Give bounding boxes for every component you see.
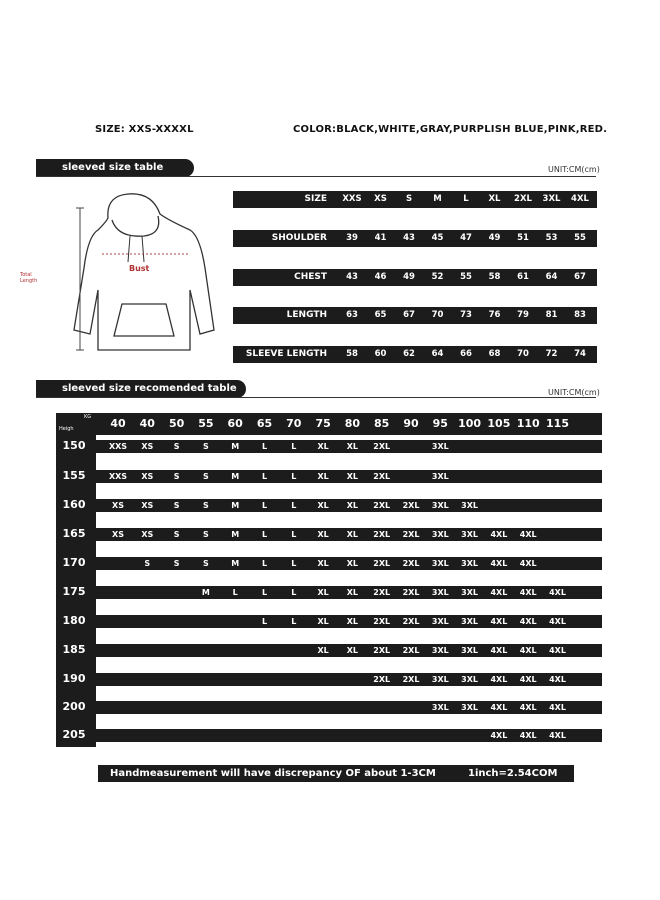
recommend-cell: XL — [317, 559, 329, 568]
recommend-cell: XL — [346, 530, 359, 539]
inch-conversion-note: 1inch=2.54COM — [468, 768, 558, 779]
recommend-cell: S — [203, 530, 209, 539]
weight-header-cell: 95 — [432, 417, 448, 430]
total-length-label: Total Length — [20, 272, 38, 284]
size-table-row — [233, 269, 597, 286]
height-label: 155 — [62, 469, 86, 482]
recommend-cell: M — [231, 559, 240, 568]
recommend-cell: 4XL — [549, 675, 566, 684]
recommend-cell: 2XL — [373, 646, 391, 655]
size-table-cell: 53 — [545, 233, 558, 243]
recommend-cell: 2XL — [373, 501, 391, 510]
size-row-label: SIZE — [304, 194, 327, 204]
size-table-cell: 4XL — [571, 194, 589, 204]
recommend-cell: 4XL — [490, 675, 508, 684]
size-table-cell: 70 — [517, 349, 529, 359]
recommend-cell: 3XL — [461, 559, 479, 568]
size-table-cell: 61 — [517, 272, 529, 282]
size-table-cell: 55 — [574, 233, 586, 243]
section-divider — [36, 176, 596, 177]
recommend-cell: 2XL — [402, 617, 420, 626]
size-table-cell: 67 — [574, 272, 586, 282]
size-table-row — [233, 191, 597, 208]
height-label: 165 — [62, 527, 86, 540]
recommend-cell: 3XL — [431, 588, 449, 597]
recommend-cell: 4XL — [490, 703, 508, 712]
size-table-cell: 39 — [346, 233, 358, 243]
height-label: 190 — [62, 672, 86, 685]
size-table-title: sleeved size table — [36, 159, 194, 177]
recommend-cell: L — [261, 559, 268, 568]
recommend-cell: S — [203, 472, 209, 481]
size-table-cell: 58 — [346, 349, 358, 359]
recommend-cell: 2XL — [373, 559, 391, 568]
recommend-cell: XL — [317, 588, 329, 597]
recommend-cell: 2XL — [373, 617, 391, 626]
recommend-cell: XL — [346, 442, 359, 451]
recommend-cell: 4XL — [490, 588, 508, 597]
recommend-cell: 2XL — [402, 559, 420, 568]
height-label: 200 — [62, 700, 86, 713]
recommend-cell: 3XL — [461, 675, 479, 684]
recommend-row — [96, 701, 602, 714]
recommend-cell: 2XL — [402, 675, 420, 684]
size-table-cell: 3XL — [542, 194, 561, 204]
size-row-label: SHOULDER — [271, 233, 327, 243]
size-table-cell: 67 — [403, 310, 415, 320]
size-table-cell: 68 — [488, 349, 501, 359]
size-table-cell: 72 — [545, 349, 558, 359]
recommend-cell: 4XL — [519, 703, 537, 712]
recommend-cell: M — [231, 472, 240, 481]
recommend-cell: 3XL — [431, 703, 449, 712]
size-table-row — [233, 230, 597, 247]
size-table-cell: 79 — [517, 310, 529, 320]
recommend-cell: 4XL — [519, 646, 537, 655]
recommend-cell: 4XL — [549, 646, 566, 655]
recommend-row — [96, 673, 602, 686]
hoodie-illustration — [40, 190, 230, 365]
weight-header-cell: 115 — [546, 417, 569, 430]
recommend-cell: L — [291, 472, 297, 481]
weight-header-cell: 75 — [315, 417, 331, 430]
size-table-cell: 46 — [374, 272, 387, 282]
recommend-cell: 3XL — [431, 646, 449, 655]
size-table-cell: 43 — [403, 233, 415, 243]
size-table-cell: 73 — [460, 310, 472, 320]
size-table-cell: 49 — [488, 233, 501, 243]
size-table-unit: UNIT:CM(cm) — [548, 165, 600, 174]
recommend-cell: S — [144, 559, 151, 568]
recommend-cell: S — [173, 472, 180, 481]
recommend-cell: 3XL — [431, 530, 449, 539]
size-table-cell: 81 — [545, 310, 558, 320]
weight-header-cell: 100 — [458, 417, 482, 430]
recommend-cell: M — [231, 501, 240, 510]
recommend-cell: S — [203, 442, 209, 451]
size-table-cell: 47 — [460, 233, 472, 243]
recommend-cell: XL — [346, 472, 359, 481]
weight-header-cell: 80 — [344, 417, 361, 430]
height-label: 150 — [62, 439, 86, 452]
size-table-cell: 63 — [346, 310, 358, 320]
height-corner-label: Heigh — [59, 426, 74, 432]
recommend-cell: 3XL — [431, 559, 449, 568]
weight-header-cell: 70 — [286, 417, 302, 430]
discrepancy-note: Handmeasurement will have discrepancy OF about 1-3CM — [110, 768, 436, 779]
weight-header-cell: 40 — [139, 417, 155, 430]
recommend-cell: XL — [317, 501, 329, 510]
recommend-cell: 4XL — [519, 588, 537, 597]
recommend-cell: S — [173, 530, 180, 539]
recommend-cell: 2XL — [402, 530, 420, 539]
size-table-cell: 66 — [460, 349, 472, 359]
size-table-cell: 60 — [374, 349, 387, 359]
recommend-cell: L — [261, 501, 268, 510]
size-table-cell: XS — [374, 194, 387, 204]
recommend-cell: L — [291, 559, 297, 568]
weight-header-cell: 110 — [516, 417, 540, 430]
recommend-cell: 4XL — [490, 617, 508, 626]
recommend-cell: XS — [141, 472, 154, 481]
recommend-cell: 4XL — [490, 646, 508, 655]
recommend-cell: 3XL — [461, 703, 479, 712]
recommend-cell: XS — [112, 501, 124, 510]
recommend-cell: XL — [346, 588, 359, 597]
recommend-cell: L — [232, 588, 238, 597]
size-table-row — [233, 346, 597, 363]
recommend-row — [96, 644, 602, 657]
size-table-cell: 41 — [374, 233, 387, 243]
recommend-cell: 4XL — [519, 559, 537, 568]
recommend-cell: L — [291, 588, 297, 597]
recommend-cell: L — [261, 530, 268, 539]
recommend-cell: 2XL — [373, 442, 391, 451]
height-label: 185 — [62, 643, 86, 656]
weight-header-cell: 105 — [487, 417, 511, 430]
size-table-cell: 76 — [488, 310, 501, 320]
recommend-cell: S — [173, 559, 180, 568]
recommend-row — [96, 499, 602, 512]
recommend-cell: 2XL — [373, 588, 391, 597]
size-table-row — [233, 307, 597, 324]
recommend-cell: 3XL — [431, 442, 449, 451]
recommend-cell: 4XL — [549, 731, 566, 740]
recommend-cell: 3XL — [431, 501, 449, 510]
recommend-cell: L — [261, 617, 268, 626]
size-table-cell: 62 — [403, 349, 415, 359]
size-row-label: LENGTH — [286, 310, 327, 320]
size-table-cell: M — [433, 194, 442, 204]
size-table-cell: L — [463, 194, 469, 204]
size-range-text: SIZE: XXS-XXXXL — [95, 124, 194, 135]
recommend-cell: 4XL — [549, 588, 566, 597]
recommend-table-unit: UNIT:CM(cm) — [548, 388, 600, 397]
size-table-cell: S — [405, 194, 413, 204]
recommend-cell: L — [261, 442, 268, 451]
recommend-cell: 2XL — [402, 588, 420, 597]
recommend-cell: L — [261, 472, 268, 481]
recommend-cell: 2XL — [402, 501, 420, 510]
size-table-cell: 65 — [374, 310, 387, 320]
size-table-cell: 64 — [431, 349, 444, 359]
recommend-row — [96, 729, 602, 742]
section-divider — [36, 397, 596, 398]
size-table-cell: 74 — [574, 349, 586, 359]
size-table-cell: 2XL — [514, 194, 532, 204]
recommend-cell: S — [203, 559, 209, 568]
recommend-cell: 4XL — [519, 617, 537, 626]
height-label: 160 — [62, 498, 86, 511]
recommend-row — [96, 557, 602, 570]
size-table-cell: 45 — [431, 233, 444, 243]
recommend-cell: M — [231, 530, 240, 539]
recommend-cell: 3XL — [431, 617, 449, 626]
height-label: 205 — [62, 728, 86, 741]
recommend-cell: 3XL — [431, 472, 449, 481]
size-table-cell: 83 — [574, 310, 586, 320]
recommend-cell: 3XL — [461, 646, 479, 655]
recommend-cell: M — [231, 442, 240, 451]
recommend-table-title: sleeved size recomended table — [36, 380, 246, 398]
measurement-note-bar — [98, 765, 574, 782]
recommend-cell: XL — [317, 530, 329, 539]
recommend-cell: XXS — [108, 472, 128, 481]
weight-header-cell: 60 — [227, 417, 243, 430]
recommend-row — [96, 470, 602, 483]
recommend-cell: 3XL — [461, 501, 479, 510]
size-table-cell: 64 — [545, 272, 558, 282]
size-table-cell: 52 — [431, 272, 444, 282]
recommend-cell: S — [173, 501, 180, 510]
recommend-cell: XL — [317, 442, 329, 451]
size-row-label: SLEEVE LENGTH — [245, 349, 327, 359]
recommend-cell: XS — [141, 530, 154, 539]
height-label: 175 — [62, 585, 86, 598]
recommend-cell: 4XL — [519, 530, 537, 539]
weight-header-cell: 55 — [198, 417, 214, 430]
recommend-cell: XL — [317, 472, 329, 481]
recommend-cell: XL — [346, 617, 359, 626]
height-label: 170 — [62, 556, 86, 569]
height-label: 180 — [62, 614, 86, 627]
recommend-cell: 4XL — [519, 731, 537, 740]
weight-header-cell: 40 — [110, 417, 126, 430]
recommend-cell: S — [203, 501, 209, 510]
bust-label: Bust — [129, 264, 150, 273]
recommend-cell: 3XL — [461, 617, 479, 626]
recommend-cell: 4XL — [490, 559, 508, 568]
size-table-cell: 49 — [403, 272, 415, 282]
size-table-cell: XXS — [342, 194, 362, 204]
recommend-cell: 4XL — [549, 617, 566, 626]
recommend-cell: 3XL — [431, 675, 449, 684]
size-table-cell: XL — [488, 194, 501, 204]
recommend-cell: 4XL — [490, 731, 508, 740]
size-table-cell: 70 — [431, 310, 444, 320]
recommend-cell: S — [173, 442, 180, 451]
recommend-row — [96, 615, 602, 628]
recommend-cell: XS — [141, 442, 154, 451]
recommend-cell: XL — [317, 617, 329, 626]
weight-header-cell: 90 — [403, 417, 419, 430]
recommend-cell: XL — [346, 646, 359, 655]
recommend-cell: 3XL — [461, 588, 479, 597]
weight-header-cell: 50 — [168, 417, 185, 430]
recommend-cell: 2XL — [373, 675, 391, 684]
weight-header-cell: 65 — [256, 417, 273, 430]
recommend-cell: 3XL — [461, 530, 479, 539]
kg-corner-label: KG — [84, 414, 92, 420]
weight-header-cell: 85 — [374, 417, 390, 430]
recommend-cell: L — [291, 617, 297, 626]
recommend-cell: 2XL — [373, 472, 391, 481]
recommend-cell: 4XL — [549, 703, 566, 712]
recommend-cell: 4XL — [519, 675, 537, 684]
size-table-cell: 43 — [346, 272, 358, 282]
recommend-cell: M — [201, 588, 210, 597]
recommend-cell: XL — [317, 646, 329, 655]
recommend-cell: XL — [346, 559, 359, 568]
recommend-cell: XS — [141, 501, 154, 510]
recommend-row — [96, 528, 602, 541]
recommend-cell: XL — [346, 501, 359, 510]
recommend-row — [96, 586, 602, 599]
size-table-cell: 58 — [488, 272, 501, 282]
recommend-cell: XS — [112, 530, 124, 539]
size-row-label: CHEST — [294, 272, 327, 282]
color-options-text: COLOR:BLACK,WHITE,GRAY,PURPLISH BLUE,PINK,RED. — [293, 124, 608, 135]
recommend-cell: L — [291, 501, 297, 510]
recommend-cell: XXS — [108, 442, 128, 451]
recommend-row — [96, 440, 602, 453]
recommend-cell: L — [291, 442, 297, 451]
height-column — [56, 435, 96, 747]
size-table-cell: 55 — [460, 272, 472, 282]
recommend-cell: 2XL — [373, 530, 391, 539]
size-table-cell: 51 — [517, 233, 529, 243]
weight-header-row — [56, 413, 602, 435]
recommend-cell: 4XL — [490, 530, 508, 539]
recommend-cell: 2XL — [402, 646, 420, 655]
recommend-cell: L — [261, 588, 268, 597]
recommend-cell: L — [291, 530, 297, 539]
